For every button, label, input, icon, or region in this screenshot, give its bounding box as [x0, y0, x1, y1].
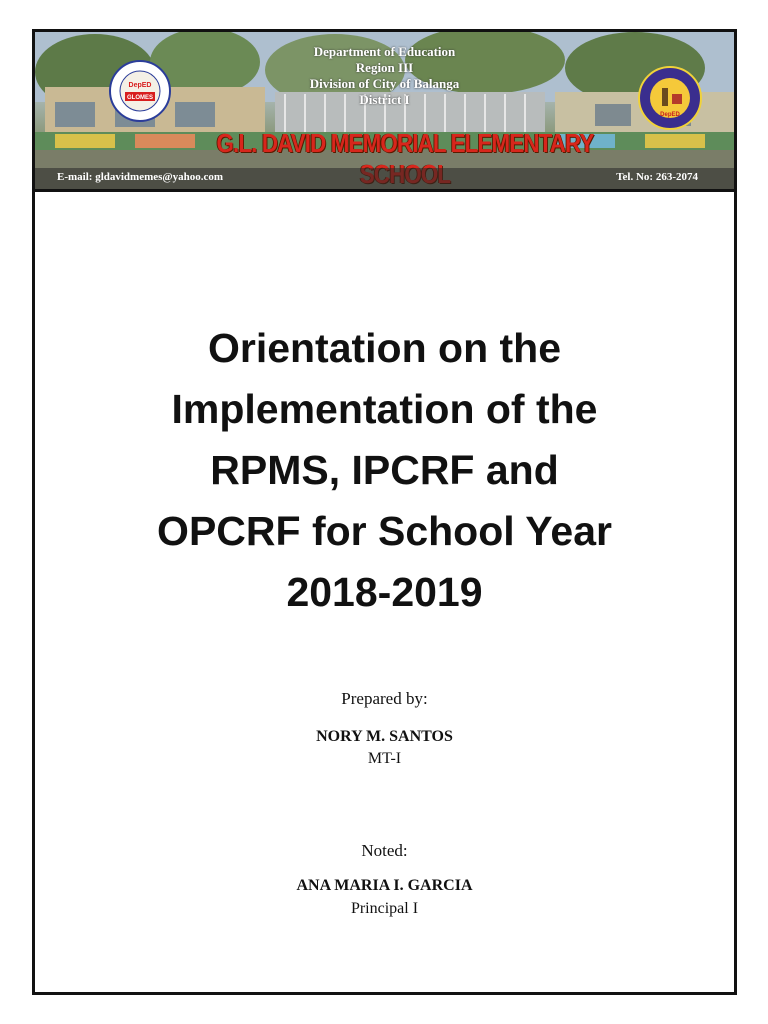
region-line: Region III	[355, 60, 414, 75]
school-header-banner	[35, 32, 734, 192]
noter-position: Principal I	[350, 900, 419, 917]
title-line: Orientation on the	[207, 325, 562, 371]
district-line: District I	[359, 92, 410, 107]
preparer-name: NORY M. SANTOS	[316, 728, 453, 745]
svg-text:GLOMES: GLOMES	[126, 95, 154, 101]
document-page	[32, 29, 737, 995]
title-line: 2018-2019	[286, 569, 483, 615]
division-line: Division of City of Balanga	[309, 76, 460, 91]
deped-seal-logo	[638, 66, 702, 130]
title-line: OPCRF for School Year	[157, 508, 612, 554]
svg-text:DepED: DepED	[128, 82, 152, 89]
department-line: Department of Education	[313, 44, 456, 59]
noter-name: ANA MARIA I. GARCIA	[296, 877, 473, 894]
prepared-by-label: Prepared by:	[341, 689, 428, 708]
document-title	[75, 318, 694, 623]
svg-text:DepED: DepED	[660, 112, 680, 118]
noted-label: Noted:	[361, 841, 408, 860]
school-seal-logo	[109, 60, 171, 122]
school-email: E-mail: gldavidmemes@yahoo.com	[57, 171, 224, 183]
preparer-position: MT-I	[367, 750, 402, 767]
school-telephone: Tel. No: 263-2074	[616, 171, 698, 183]
title-line: Implementation of the	[171, 386, 598, 432]
title-line: RPMS, IPCRF and	[210, 447, 559, 493]
school-name: G.L. DAVID MEMORIAL ELEMENTARY	[216, 128, 594, 158]
